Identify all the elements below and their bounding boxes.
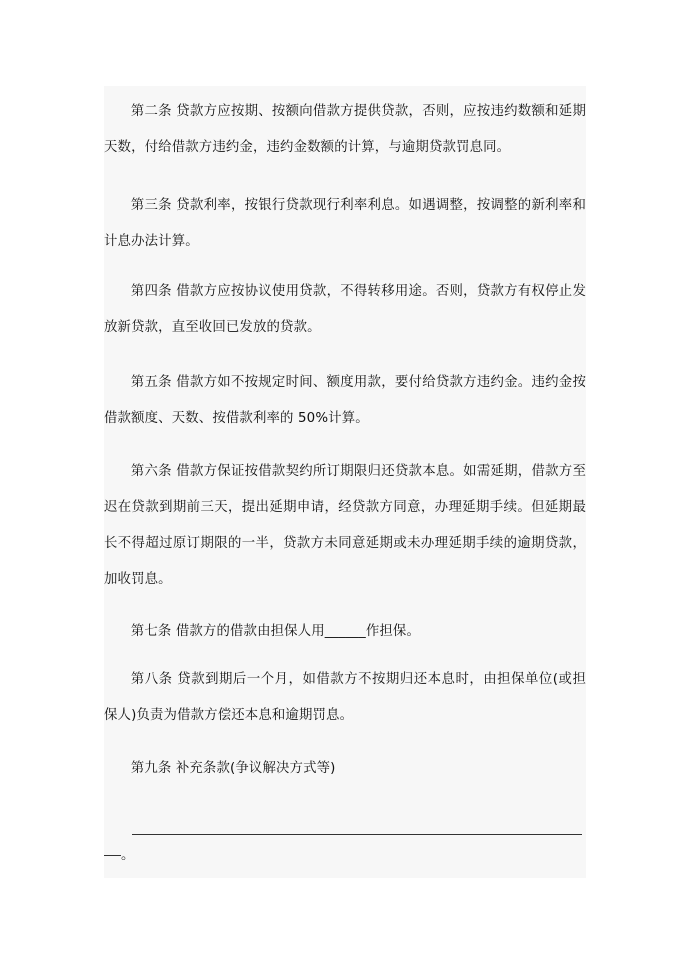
closing-punctuation: 。 [121,848,135,863]
clause-2-paragraph: 第二条 贷款方应按期、按额向借款方提供贷款，否则，应按违约数额和延期天数，付给借款方违约金，违约金数额的计算，与逾期贷款罚息同。 [104,104,586,155]
clause-7-paragraph: 第七条 借款方的借款由担保人用______作担保。 [130,624,421,639]
document-text-block [104,86,586,878]
clause-9-paragraph: 第九条 补充条款(争议解决方式等) [130,761,336,776]
fill-in-blank-tail-rule [104,855,121,856]
clause-3-paragraph: 第三条 贷款利率，按银行贷款现行利率利息。如遇调整，按调整的新利率和计息办法计算。 [104,198,586,249]
clause-8-paragraph: 第八条 贷款到期后一个月，如借款方不按期归还本息时，由担保单位(或担保人)负责为借款方偿还本息和逾期罚息。 [104,672,586,723]
fill-in-blank-line [132,834,582,835]
clause-6-paragraph: 第六条 借款方保证按借款契约所订期限归还贷款本息。如需延期，借款方至迟在贷款到期前三天，提出延期申请，经贷款方同意，办理延期手续。但延期最长不得超过原订期限的一半，贷款方未同意延期或未办理延期手续的逾期贷款，加收罚息。 [104,464,586,587]
clause-4-paragraph: 第四条 借款方应按协议使用贷款，不得转移用途。否则，贷款方有权停止发放新贷款，直至收回已发放的贷款。 [104,284,586,335]
clause-5-paragraph: 第五条 借款方如不按规定时间、额度用款，要付给贷款方违约金。违约金按借款额度、天数、按借款利率的 50%计算。 [104,375,586,426]
fill-in-blank-tail [104,846,134,866]
